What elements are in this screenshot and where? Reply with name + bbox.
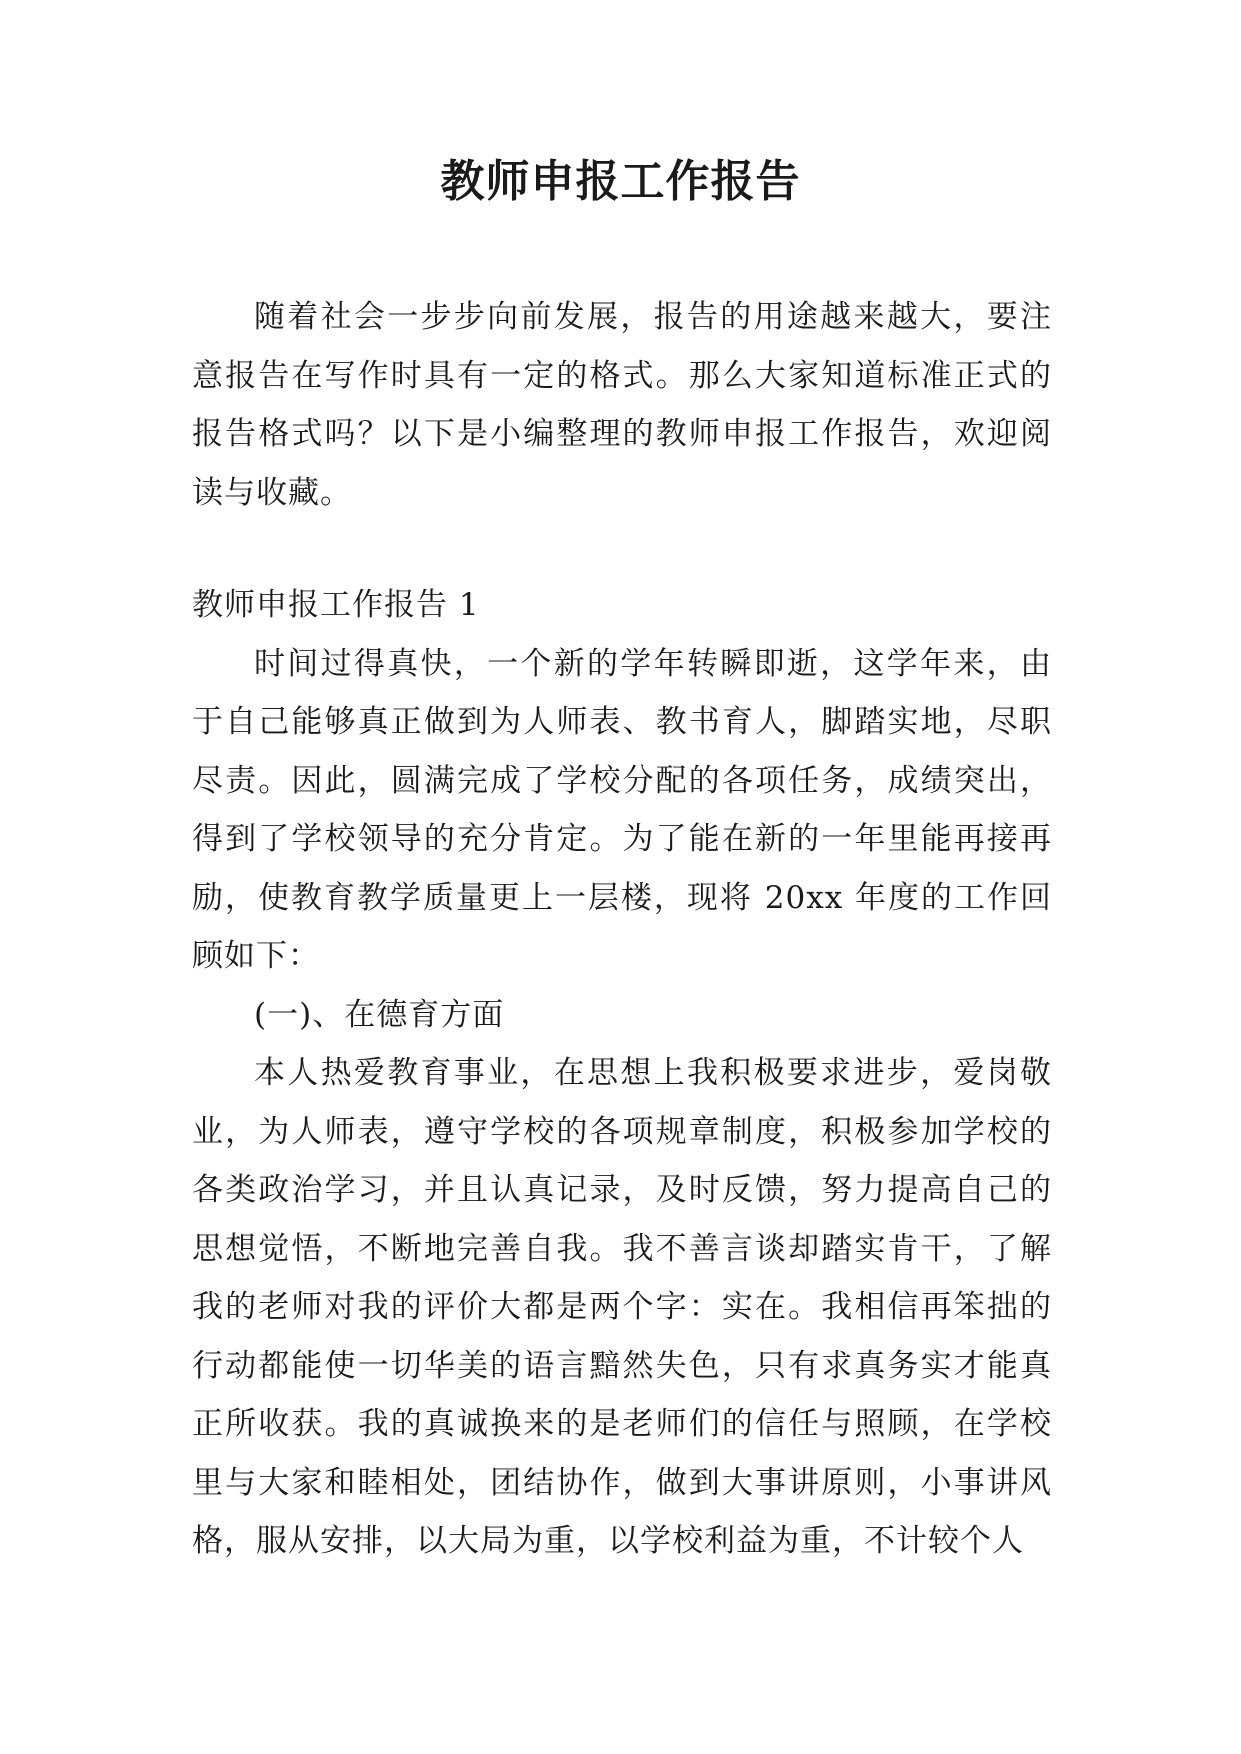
document-title: 教师申报工作报告 bbox=[440, 156, 801, 207]
body-paragraph: 时间过得真快，一个新的学年转瞬即逝，这学年来，由于自己能够真正做到为人师表、教书育人，脚踏实地，尽职尽责。因此，圆满完成了学校分配的各项任务，成绩突出，得到了学校领导的充分肯定。为了能在新的一年里能再接再励，使教育教学质量更上一层楼，现将 20xx 年度的工作回顾如下： bbox=[192, 645, 1052, 974]
section-heading: 教师申报工作报告 1 bbox=[192, 587, 480, 623]
report-section bbox=[192, 576, 1052, 1571]
intro-block bbox=[192, 288, 1052, 522]
body-paragraph: 本人热爱教育事业，在思想上我积极要求进步，爱岗敬业，为人师表，遵守学校的各项规章制度，积极参加学校的各类政治学习，并且认真记录，及时反馈，努力提高自己的思想觉悟，不断地完善自我。我不善言谈却踏实肯干，了解我的老师对我的评价大都是两个字：实在。我相信再笨拙的行动都能使一切华美的语言黯然失色，只有求真务实才能真正所收获。我的真诚换来的是老师们的信任与照顾，在学校里与大家和睦相处，团结协作，做到大事讲原则，小事讲风格，服从安排，以大局为重，以学校利益为重，不计较个人 bbox=[192, 1055, 1052, 1559]
intro-paragraph: 随着社会一步步向前发展，报告的用途越来越大，要注意报告在写作时具有一定的格式。那么大家知道标准正式的报告格式吗？以下是小编整理的教师申报工作报告，欢迎阅读与收藏。 bbox=[192, 299, 1052, 511]
subheading: (一)、在德育方面 bbox=[254, 996, 505, 1033]
